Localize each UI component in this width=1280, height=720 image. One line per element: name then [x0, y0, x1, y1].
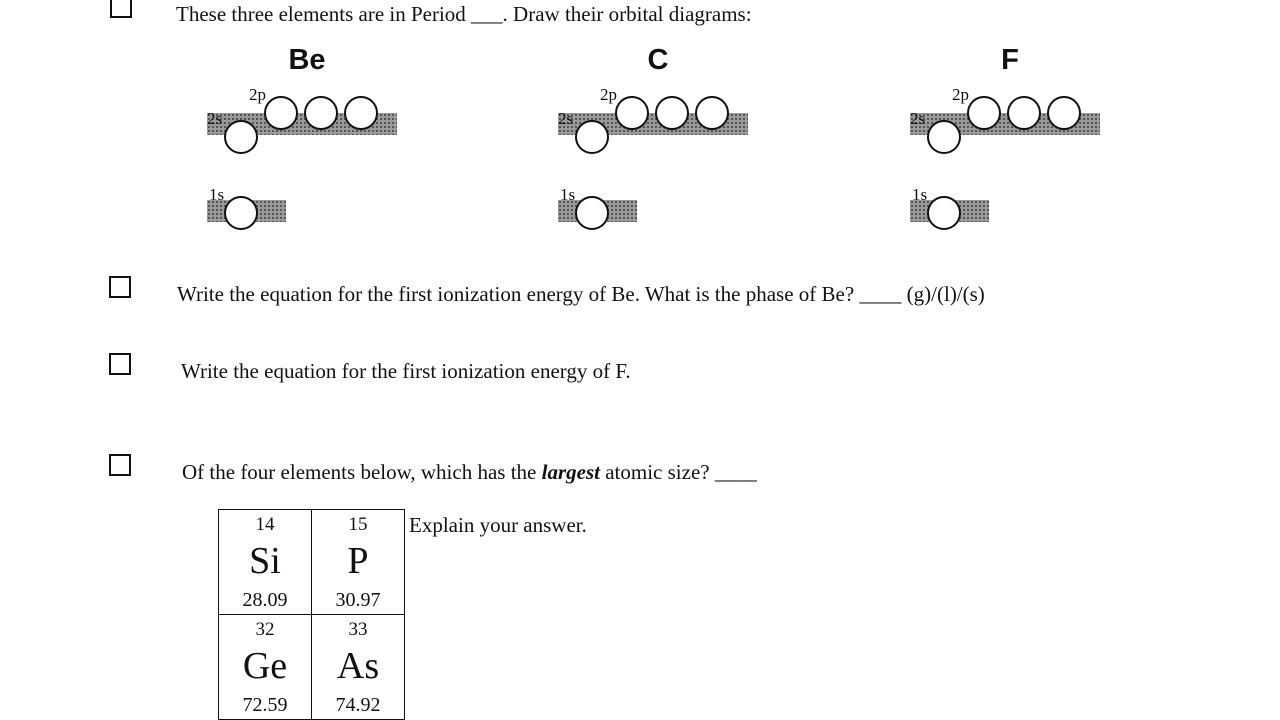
q1-checkbox[interactable]	[110, 0, 132, 18]
atomic-number: 15	[348, 514, 368, 535]
orbital-1s-box[interactable]	[927, 196, 961, 230]
orbital-2p-box[interactable]	[615, 96, 649, 130]
atomic-mass: 74.92	[335, 694, 381, 716]
element-cell-as	[312, 615, 405, 720]
atomic-number: 32	[255, 619, 275, 640]
orbital-2s-box[interactable]	[224, 120, 258, 154]
q4-text-before: Of the four elements below, which has the	[182, 460, 542, 484]
orbital-1s-box[interactable]	[224, 196, 258, 230]
orbital-2s-box[interactable]	[927, 120, 961, 154]
element-cell-ge	[219, 615, 312, 720]
periodic-table-fragment	[218, 509, 405, 720]
element-cell-si	[219, 510, 312, 615]
atomic-mass: 28.09	[242, 589, 288, 611]
orbital-2p-box[interactable]	[967, 96, 1001, 130]
q3-text: Write the equation for the first ionization energy of F.	[181, 359, 631, 383]
explain-prompt: Explain your answer.	[409, 513, 587, 537]
orbital-2p-box[interactable]	[344, 96, 378, 130]
q4-text	[182, 460, 757, 485]
orbital-2p-box[interactable]	[695, 96, 729, 130]
q4-checkbox[interactable]	[109, 454, 131, 476]
orbital-label-2p: 2p	[249, 85, 266, 104]
element-label-be: Be	[288, 44, 326, 76]
orbital-diagram-f	[910, 83, 1110, 233]
element-symbol: Si	[249, 540, 281, 582]
q4-text-after: atomic size? ____	[599, 460, 757, 484]
element-symbol: Ge	[242, 645, 288, 687]
orbital-label-1s: 1s	[912, 185, 928, 204]
element-label-f: F	[1001, 44, 1019, 76]
atomic-number: 33	[348, 619, 368, 640]
q4-emphasis: largest	[541, 460, 600, 484]
element-symbol: As	[336, 645, 380, 687]
atomic-mass: 72.59	[242, 694, 288, 716]
orbital-label-2s: 2s	[558, 109, 574, 128]
orbital-diagram-be	[207, 83, 407, 233]
q1-text: These three elements are in Period ___. Draw their orbital diagrams:	[176, 2, 752, 26]
q2-text: Write the equation for the first ionization energy of Be. What is the phase of Be? ____ (g)/(l)/(s)	[177, 282, 985, 306]
orbital-2p-box[interactable]	[1007, 96, 1041, 130]
orbital-2s-box[interactable]	[575, 120, 609, 154]
orbital-label-1s: 1s	[560, 185, 576, 204]
orbital-2p-box[interactable]	[655, 96, 689, 130]
orbital-label-1s: 1s	[209, 185, 225, 204]
element-cell-p	[312, 510, 405, 615]
orbital-2p-box[interactable]	[264, 96, 298, 130]
orbital-label-2p: 2p	[952, 85, 969, 104]
element-symbol: P	[347, 540, 369, 582]
orbital-label-2p: 2p	[600, 85, 617, 104]
atomic-mass: 30.97	[335, 589, 381, 611]
orbital-2p-box[interactable]	[1047, 96, 1081, 130]
orbital-label-2s: 2s	[207, 109, 223, 128]
orbital-2p-box[interactable]	[304, 96, 338, 130]
atomic-number: 14	[255, 514, 275, 535]
q2-checkbox[interactable]	[109, 276, 131, 298]
element-label-c: C	[647, 44, 669, 76]
orbital-diagram-c	[558, 83, 758, 233]
q3-checkbox[interactable]	[109, 353, 131, 375]
orbital-1s-box[interactable]	[575, 196, 609, 230]
orbital-label-2s: 2s	[910, 109, 926, 128]
